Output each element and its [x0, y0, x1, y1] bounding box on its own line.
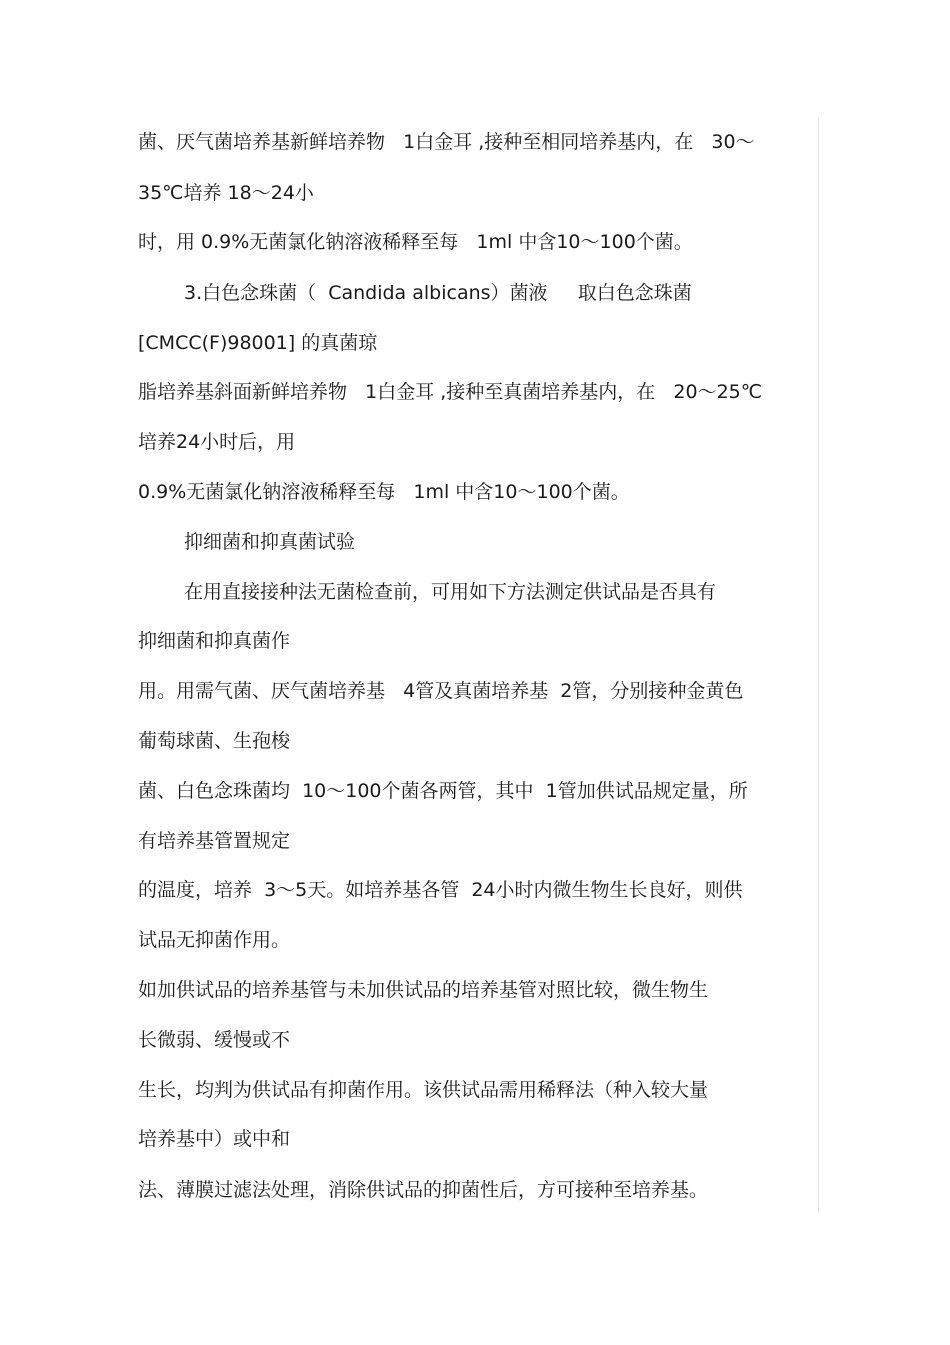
text-line: 抑细菌和抑真菌作 — [138, 630, 291, 652]
text-line: 菌、厌气菌培养基新鲜培养物 1白金耳 ,接种至相同培养基内，在 30～ — [138, 131, 755, 153]
text-line: 在用直接接种法无菌检查前，可用如下方法测定供试品是否具有 — [184, 581, 717, 603]
text-line: 有培养基管置规定 — [138, 830, 291, 852]
text-line: 脂培养基斜面新鲜培养物 1白金耳 ,接种至真菌培养基内，在 20～25℃ — [138, 381, 763, 403]
text-line: 法、薄膜过滤法处理，消除供试品的抑菌性后，方可接种至培养基。 — [138, 1179, 709, 1201]
text-line: 葡萄球菌、生孢梭 — [138, 730, 291, 752]
text-line: 如加供试品的培养基管与未加供试品的培养基管对照比较，微生物生 — [138, 979, 709, 1001]
text-line: 试品无抑菌作用。 — [138, 929, 291, 951]
text-line: 用。用需气菌、厌气菌培养基 4管及真菌培养基 2管，分别接种金黄色 — [138, 680, 744, 702]
text-line: 时，用 0.9%无菌氯化钠溶液稀释至每 1ml 中含10～100个菌。 — [138, 231, 693, 253]
text-line: 菌、白色念珠菌均 10～100个菌各两管，其中 1管加供试品规定量，所 — [138, 780, 748, 802]
section-heading: 3.白色念珠菌（ Candida albicans）菌液 取白色念珠菌 — [184, 282, 692, 304]
text-line: 0.9%无菌氯化钠溶液稀释至每 1ml 中含10～100个菌。 — [138, 481, 630, 503]
text-line: 生长，均判为供试品有抑菌作用。该供试品需用稀释法（种入较大量 — [138, 1079, 709, 1101]
text-line: 培养24小时后，用 — [138, 431, 296, 453]
text-line: 35℃培养 18～24小 — [138, 182, 314, 204]
text-line: 培养基中）或中和 — [138, 1128, 291, 1150]
text-line: 长微弱、缓慢或不 — [138, 1029, 291, 1051]
section-heading: 抑细菌和抑真菌试验 — [184, 531, 356, 553]
text-line: [CMCC(F)98001] 的真菌琼 — [138, 332, 378, 354]
text-line: 的温度，培养 3～5天。如培养基各管 24小时内微生物生长良好，则供 — [138, 879, 743, 901]
